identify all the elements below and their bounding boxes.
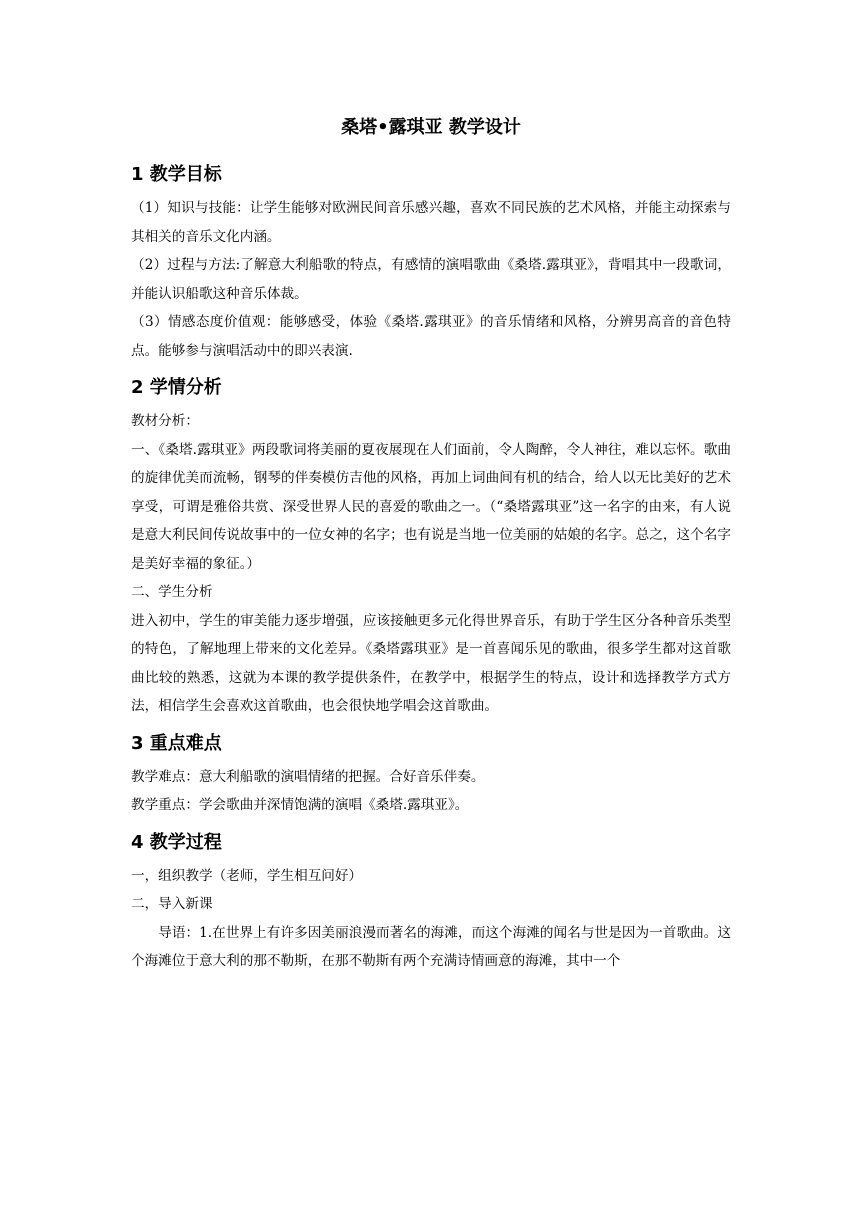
section-heading: 2 学情分析 bbox=[131, 377, 222, 398]
paragraph: 教材分析： bbox=[131, 413, 199, 429]
paragraph: 一，组织教学（老师，学生相互问好） bbox=[131, 867, 363, 884]
document-content bbox=[131, 112, 731, 984]
section-heading: 1 教学目标 bbox=[131, 164, 222, 185]
paragraph: （2）过程与方法:了解意大利船歌的特点，有感情的演唱歌曲《桑塔.露琪亚》，背唱其中一段歌词，并能认识船歌这种音乐体裁。 bbox=[131, 257, 731, 302]
section-key-points bbox=[131, 729, 731, 820]
section-teaching-objectives bbox=[131, 160, 731, 365]
paragraph: 教学重点：学会歌曲并深情饱满的演唱《桑塔.露琪亚》。 bbox=[131, 797, 469, 813]
section-heading: 4 教学过程 bbox=[131, 831, 222, 853]
document-title: 桑塔•露琪亚 教学设计 bbox=[341, 117, 521, 138]
paragraph: （3）情感态度价值观：能够感受，体验《桑塔.露琪亚》的音乐情绪和风格，分辨男高音的音色特点。能够参与演唱活动中的即兴表演. bbox=[131, 314, 731, 359]
section-heading: 3 重点难点 bbox=[131, 732, 222, 754]
paragraph: 一、《桑塔.露琪亚》两段歌词将美丽的夏夜展现在人们面前，令人陶醉，令人神往，难以忘怀。歌曲的旋律优美而流畅，钢琴的伴奏模仿吉他的风格，再加上词曲间有机的结合，给人以无比美好的艺术享受，可谓是雅俗共赏、深受世界人民的喜爱的歌曲之一。（“桑塔露琪亚”这一名字的由来，有人说是意大利民间传说故事中的一位女神的名字；也有说是当地一位美丽的姑娘的名字。总之，这个名字是美好幸福的象征。） bbox=[131, 441, 731, 572]
paragraph: 教学难点：意大利船歌的演唱情绪的把握。合好音乐伴奏。 bbox=[131, 768, 485, 785]
paragraph: （1）知识与技能：让学生能够对欧洲民间音乐感兴趣，喜欢不同民族的艺术风格，并能主动探索与其相关的音乐文化内涵。 bbox=[131, 200, 731, 245]
paragraph: 二、学生分析 bbox=[131, 584, 213, 600]
paragraph: 进入初中，学生的审美能力逐步增强，应该接触更多元化得世界音乐，有助于学生区分各种音乐类型的特色，了解地理上带来的文化差异。《桑塔露琪亚》是一首喜闻乐见的歌曲，很多学生都对这首歌曲比较的熟悉，这就为本课的教学提供条件，在教学中，根据学生的特点，设计和选择教学方式方法，相信学生会喜欢这首歌曲，也会很快地学唱会这首歌曲。 bbox=[131, 612, 731, 714]
section-learning-analysis bbox=[131, 373, 731, 721]
paragraph: 二，导入新课 bbox=[131, 896, 213, 912]
section-teaching-process bbox=[131, 828, 731, 976]
paragraph: 导语：1.在世界上有许多因美丽浪漫而著名的海滩，而这个海滩的闻名与世是因为一首歌曲。这个海滩位于意大利的那不勒斯，在那不勒斯有两个充满诗情画意的海滩，其中一个 bbox=[131, 924, 731, 969]
